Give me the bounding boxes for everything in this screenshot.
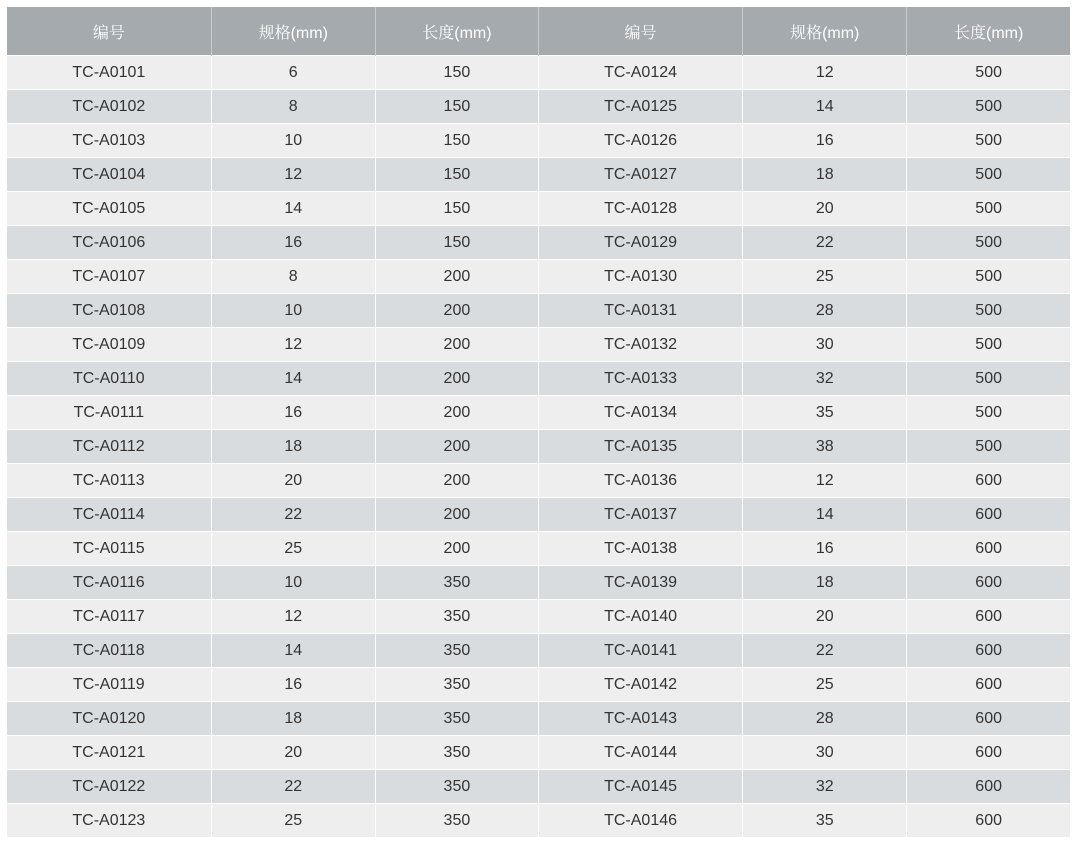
cell-spec: 8 (211, 260, 375, 294)
cell-spec: 16 (211, 396, 375, 430)
cell-length: 600 (907, 532, 1070, 566)
cell-code: TC-A0110 (7, 362, 211, 396)
cell-spec: 10 (211, 294, 375, 328)
cell-length: 600 (907, 600, 1070, 634)
cell-length: 600 (907, 736, 1070, 770)
cell-length: 350 (375, 566, 538, 600)
cell-length: 200 (375, 260, 538, 294)
cell-spec: 12 (743, 56, 907, 90)
cell-spec: 35 (743, 396, 907, 430)
cell-code: TC-A0144 (538, 736, 742, 770)
cell-code: TC-A0135 (538, 430, 742, 464)
cell-code: TC-A0146 (538, 804, 742, 838)
cell-length: 600 (907, 770, 1070, 804)
cell-length: 500 (907, 226, 1070, 260)
cell-spec: 6 (211, 56, 375, 90)
table-row (7, 226, 1070, 260)
cell-length: 350 (375, 804, 538, 838)
cell-length: 500 (907, 90, 1070, 124)
cell-spec: 22 (211, 770, 375, 804)
cell-spec: 35 (743, 804, 907, 838)
cell-length: 600 (907, 804, 1070, 838)
table-row (7, 396, 1070, 430)
cell-length: 350 (375, 770, 538, 804)
table-header (7, 7, 1070, 56)
table-row (7, 362, 1070, 396)
cell-length: 150 (375, 192, 538, 226)
cell-spec: 16 (211, 668, 375, 702)
cell-length: 500 (907, 294, 1070, 328)
cell-spec: 20 (743, 192, 907, 226)
cell-length: 500 (907, 158, 1070, 192)
header-code-left: 编号 (7, 7, 211, 56)
cell-spec: 8 (211, 90, 375, 124)
cell-length: 600 (907, 566, 1070, 600)
cell-spec: 32 (743, 770, 907, 804)
cell-spec: 12 (211, 600, 375, 634)
table-row (7, 430, 1070, 464)
cell-code: TC-A0141 (538, 634, 742, 668)
cell-code: TC-A0136 (538, 464, 742, 498)
cell-spec: 14 (211, 362, 375, 396)
cell-length: 500 (907, 328, 1070, 362)
cell-code: TC-A0109 (7, 328, 211, 362)
cell-length: 500 (907, 260, 1070, 294)
cell-length: 350 (375, 736, 538, 770)
cell-spec: 12 (211, 158, 375, 192)
cell-code: TC-A0128 (538, 192, 742, 226)
cell-spec: 12 (743, 464, 907, 498)
cell-code: TC-A0115 (7, 532, 211, 566)
cell-code: TC-A0132 (538, 328, 742, 362)
cell-code: TC-A0111 (7, 396, 211, 430)
cell-spec: 12 (211, 328, 375, 362)
cell-spec: 18 (211, 430, 375, 464)
cell-length: 150 (375, 158, 538, 192)
cell-spec: 16 (743, 124, 907, 158)
table-row (7, 634, 1070, 668)
cell-code: TC-A0104 (7, 158, 211, 192)
cell-code: TC-A0118 (7, 634, 211, 668)
cell-spec: 14 (211, 192, 375, 226)
cell-length: 150 (375, 226, 538, 260)
cell-length: 200 (375, 430, 538, 464)
cell-length: 200 (375, 294, 538, 328)
cell-length: 500 (907, 192, 1070, 226)
cell-length: 150 (375, 90, 538, 124)
cell-code: TC-A0108 (7, 294, 211, 328)
spec-table-container (7, 7, 1070, 837)
cell-length: 200 (375, 498, 538, 532)
cell-code: TC-A0116 (7, 566, 211, 600)
table-row (7, 158, 1070, 192)
cell-code: TC-A0143 (538, 702, 742, 736)
cell-spec: 14 (743, 498, 907, 532)
header-code-right: 编号 (538, 7, 742, 56)
cell-code: TC-A0142 (538, 668, 742, 702)
cell-length: 350 (375, 634, 538, 668)
cell-spec: 25 (743, 668, 907, 702)
cell-length: 500 (907, 362, 1070, 396)
header-spec-right: 规格(mm) (743, 7, 907, 56)
table-row (7, 702, 1070, 736)
cell-spec: 16 (211, 226, 375, 260)
cell-spec: 14 (743, 90, 907, 124)
cell-length: 600 (907, 702, 1070, 736)
cell-code: TC-A0131 (538, 294, 742, 328)
cell-length: 600 (907, 634, 1070, 668)
cell-code: TC-A0129 (538, 226, 742, 260)
table-body (7, 56, 1070, 838)
table-row (7, 464, 1070, 498)
cell-code: TC-A0103 (7, 124, 211, 158)
cell-code: TC-A0121 (7, 736, 211, 770)
table-row (7, 600, 1070, 634)
cell-length: 500 (907, 124, 1070, 158)
cell-code: TC-A0114 (7, 498, 211, 532)
cell-code: TC-A0123 (7, 804, 211, 838)
cell-spec: 25 (211, 532, 375, 566)
cell-spec: 22 (743, 634, 907, 668)
cell-spec: 28 (743, 702, 907, 736)
cell-spec: 22 (211, 498, 375, 532)
table-row (7, 804, 1070, 838)
cell-code: TC-A0126 (538, 124, 742, 158)
table-row (7, 566, 1070, 600)
header-spec-left: 规格(mm) (211, 7, 375, 56)
header-row (7, 7, 1070, 56)
cell-code: TC-A0122 (7, 770, 211, 804)
cell-code: TC-A0105 (7, 192, 211, 226)
header-length-left: 长度(mm) (375, 7, 538, 56)
cell-code: TC-A0138 (538, 532, 742, 566)
cell-code: TC-A0117 (7, 600, 211, 634)
cell-length: 500 (907, 56, 1070, 90)
cell-code: TC-A0107 (7, 260, 211, 294)
cell-spec: 30 (743, 736, 907, 770)
cell-length: 350 (375, 668, 538, 702)
cell-length: 350 (375, 600, 538, 634)
table-row (7, 90, 1070, 124)
cell-code: TC-A0124 (538, 56, 742, 90)
cell-length: 600 (907, 464, 1070, 498)
cell-code: TC-A0119 (7, 668, 211, 702)
table-row (7, 124, 1070, 158)
cell-code: TC-A0145 (538, 770, 742, 804)
cell-code: TC-A0133 (538, 362, 742, 396)
cell-spec: 18 (743, 158, 907, 192)
table-row (7, 260, 1070, 294)
cell-code: TC-A0113 (7, 464, 211, 498)
table-row (7, 192, 1070, 226)
cell-length: 200 (375, 532, 538, 566)
cell-spec: 10 (211, 566, 375, 600)
cell-length: 150 (375, 124, 538, 158)
cell-length: 600 (907, 498, 1070, 532)
cell-spec: 30 (743, 328, 907, 362)
cell-length: 500 (907, 430, 1070, 464)
cell-spec: 28 (743, 294, 907, 328)
cell-spec: 20 (743, 600, 907, 634)
cell-code: TC-A0134 (538, 396, 742, 430)
cell-spec: 25 (211, 804, 375, 838)
cell-code: TC-A0102 (7, 90, 211, 124)
table-row (7, 668, 1070, 702)
spec-table (7, 7, 1070, 837)
cell-code: TC-A0127 (538, 158, 742, 192)
cell-length: 600 (907, 668, 1070, 702)
table-row (7, 328, 1070, 362)
table-row (7, 294, 1070, 328)
cell-spec: 38 (743, 430, 907, 464)
cell-code: TC-A0139 (538, 566, 742, 600)
cell-length: 350 (375, 702, 538, 736)
cell-spec: 25 (743, 260, 907, 294)
cell-code: TC-A0101 (7, 56, 211, 90)
cell-length: 200 (375, 328, 538, 362)
table-row (7, 56, 1070, 90)
cell-spec: 32 (743, 362, 907, 396)
cell-spec: 20 (211, 736, 375, 770)
cell-spec: 20 (211, 464, 375, 498)
cell-code: TC-A0112 (7, 430, 211, 464)
cell-code: TC-A0106 (7, 226, 211, 260)
cell-code: TC-A0130 (538, 260, 742, 294)
table-row (7, 532, 1070, 566)
cell-length: 200 (375, 396, 538, 430)
table-row (7, 498, 1070, 532)
table-row (7, 736, 1070, 770)
cell-length: 200 (375, 464, 538, 498)
cell-spec: 18 (743, 566, 907, 600)
cell-spec: 16 (743, 532, 907, 566)
table-row (7, 770, 1070, 804)
cell-length: 150 (375, 56, 538, 90)
cell-code: TC-A0125 (538, 90, 742, 124)
header-length-right: 长度(mm) (907, 7, 1070, 56)
cell-code: TC-A0137 (538, 498, 742, 532)
cell-spec: 18 (211, 702, 375, 736)
cell-code: TC-A0140 (538, 600, 742, 634)
cell-spec: 14 (211, 634, 375, 668)
cell-spec: 10 (211, 124, 375, 158)
cell-length: 200 (375, 362, 538, 396)
cell-code: TC-A0120 (7, 702, 211, 736)
cell-spec: 22 (743, 226, 907, 260)
cell-length: 500 (907, 396, 1070, 430)
